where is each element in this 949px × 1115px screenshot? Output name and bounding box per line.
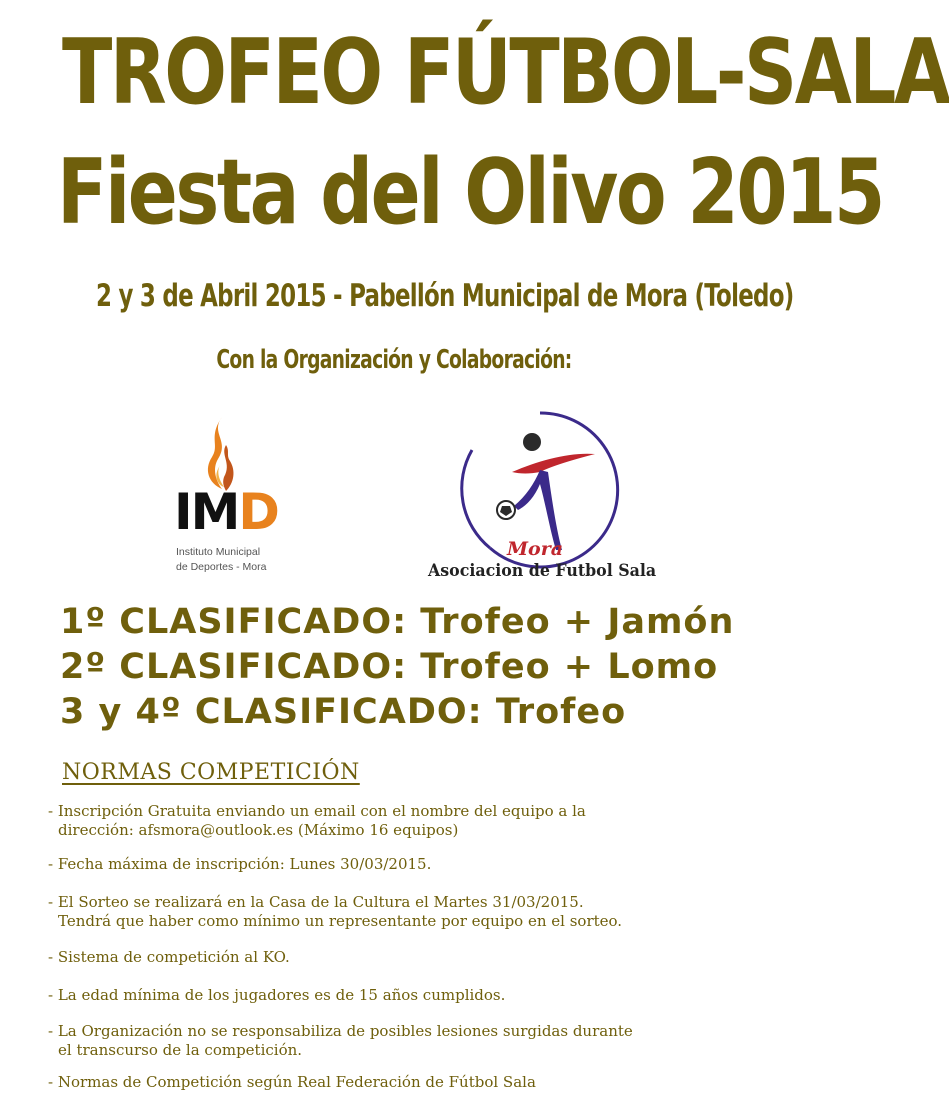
rule-item	[48, 986, 768, 1005]
rule-line-2: dirección: afsmora@outlook.es (Máximo 16 equipos)	[58, 821, 459, 839]
collaboration-heading: Con la Organización y Colaboración:	[216, 345, 572, 375]
rule-item	[48, 948, 768, 967]
rule-line-1: - Fecha máxima de inscripción: Lunes 30/03/2015.	[48, 855, 432, 873]
rule-item	[48, 893, 768, 931]
poster-title-line-2: Fiesta del Olivo 2015	[57, 140, 883, 245]
rule-item	[48, 802, 768, 840]
rule-line-1: - Normas de Competición según Real Federación de Fútbol Sala	[48, 1073, 536, 1091]
rule-item	[48, 1022, 768, 1060]
rule-line-2: Tendrá que haber como mínimo un representante por equipo en el sorteo.	[58, 912, 623, 930]
mora-name: Mora	[507, 538, 564, 560]
imd-caption-line-1: Instituto Municipal	[176, 546, 261, 558]
imd-letters-im: IM	[174, 483, 239, 541]
event-date-location: 2 y 3 de Abril 2015 - Pabellón Municipal de Mora (Toledo)	[96, 278, 794, 314]
mora-association-name: Asociacion de Futbol Sala	[428, 561, 657, 581]
imd-letter-d: D	[238, 483, 278, 541]
rule-line-1: - El Sorteo se realizará en la Casa de la Cultura el Martes 31/03/2015.	[48, 893, 584, 911]
prize-third-fourth: 3 y 4º CLASIFICADO: Trofeo	[60, 692, 627, 732]
rule-line-1: - Inscripción Gratuita enviando un email con el nombre del equipo a la	[48, 802, 586, 820]
imd-caption-line-2: de Deportes - Mora	[176, 561, 267, 573]
mora-logo	[420, 405, 670, 590]
imd-caption	[176, 545, 266, 575]
rule-line-1: - La edad mínima de los jugadores es de 15 años cumplidos.	[48, 986, 506, 1004]
rule-line-2: el transcurso de la competición.	[58, 1041, 303, 1059]
poster-title-line-1: TROFEO FÚTBOL-SALA	[62, 20, 949, 125]
rule-item	[48, 855, 768, 874]
imd-wordmark	[174, 483, 278, 541]
prize-first: 1º CLASIFICADO: Trofeo + Jamón	[60, 602, 735, 642]
prize-second: 2º CLASIFICADO: Trofeo + Lomo	[60, 647, 719, 687]
rule-item	[48, 1073, 768, 1092]
imd-logo	[170, 415, 300, 580]
rule-line-1: - Sistema de competición al KO.	[48, 948, 290, 966]
rules-heading: NORMAS COMPETICIÓN	[62, 760, 360, 785]
rule-line-1: - La Organización no se responsabiliza de posibles lesiones surgidas durante	[48, 1022, 633, 1040]
